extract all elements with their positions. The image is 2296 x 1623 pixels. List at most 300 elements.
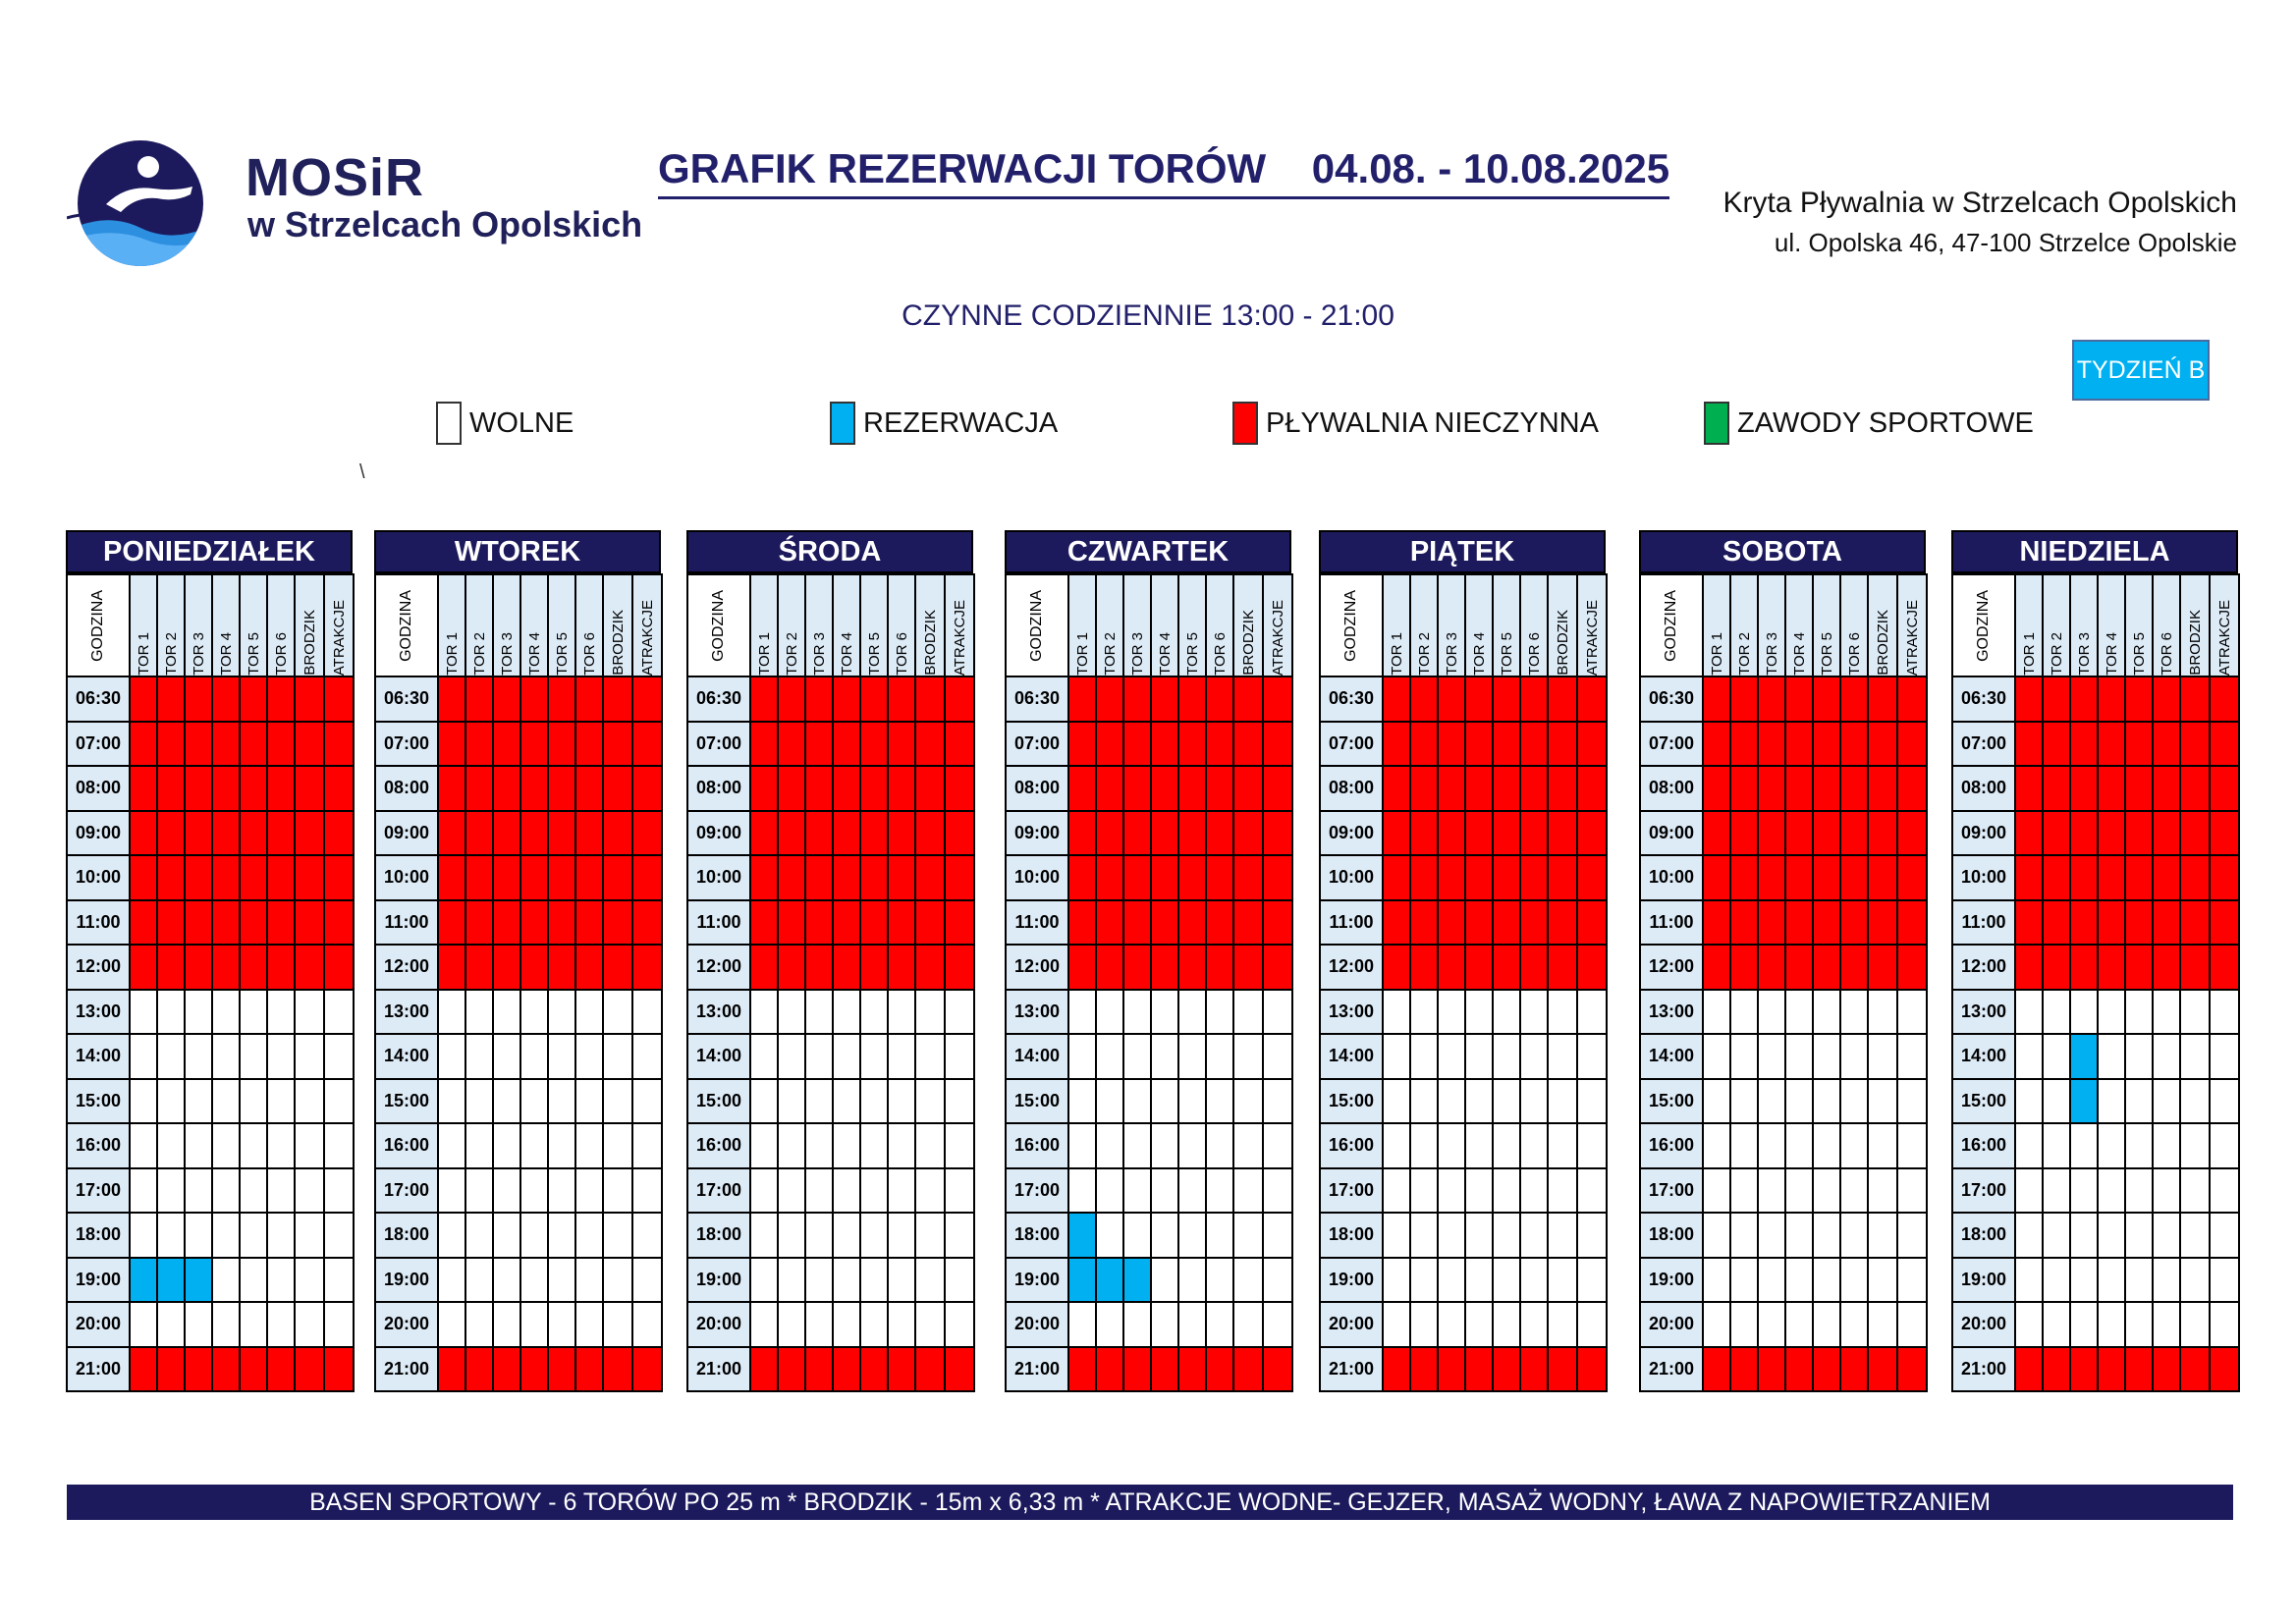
lane-slot[interactable] [2098,990,2125,1035]
lane-slot[interactable] [1840,1213,1868,1258]
lane-slot[interactable] [212,1258,240,1303]
lane-slot[interactable] [1813,722,1840,767]
lane-slot[interactable] [805,855,833,900]
lane-slot[interactable] [2015,945,2043,990]
lane-slot[interactable] [1730,900,1758,946]
lane-slot[interactable] [2125,766,2153,811]
lane-slot[interactable] [520,811,548,856]
lane-slot[interactable] [860,1347,888,1392]
lane-slot[interactable] [778,1213,805,1258]
lane-slot[interactable] [267,1079,295,1124]
lane-slot[interactable] [1206,1302,1233,1347]
lane-slot[interactable] [603,1302,632,1347]
lane-slot[interactable] [1493,1123,1520,1168]
lane-slot[interactable] [1730,1213,1758,1258]
lane-slot[interactable] [1233,676,1263,722]
lane-slot[interactable] [2070,1347,2098,1392]
lane-slot[interactable] [1730,722,1758,767]
lane-slot[interactable] [1151,766,1178,811]
lane-slot[interactable] [157,900,185,946]
lane-slot[interactable] [324,990,354,1035]
lane-slot[interactable] [185,1034,212,1079]
lane-slot[interactable] [212,1168,240,1214]
lane-slot[interactable] [1897,1168,1927,1214]
lane-slot[interactable] [603,766,632,811]
lane-slot[interactable] [1410,1123,1438,1168]
lane-slot[interactable] [1263,990,1292,1035]
lane-slot[interactable] [1758,676,1785,722]
lane-slot[interactable] [945,811,974,856]
lane-slot[interactable] [1785,855,1813,900]
lane-slot[interactable] [1840,722,1868,767]
lane-slot[interactable] [2125,945,2153,990]
lane-slot[interactable] [1897,945,1927,990]
lane-slot[interactable] [945,855,974,900]
lane-slot[interactable] [1151,722,1178,767]
lane-slot[interactable] [1577,1168,1607,1214]
lane-slot[interactable] [1263,766,1292,811]
lane-slot[interactable] [575,1213,603,1258]
lane-slot[interactable] [1096,990,1123,1035]
lane-slot[interactable] [2153,811,2180,856]
lane-slot[interactable] [945,1034,974,1079]
lane-slot[interactable] [1465,1123,1493,1168]
lane-slot[interactable] [295,811,324,856]
lane-slot[interactable] [267,945,295,990]
lane-slot[interactable] [157,676,185,722]
lane-slot[interactable] [1096,1213,1123,1258]
lane-slot[interactable] [212,855,240,900]
lane-slot[interactable] [2015,766,2043,811]
lane-slot[interactable] [1233,1123,1263,1168]
lane-slot[interactable] [1548,676,1577,722]
lane-slot[interactable] [1868,990,1897,1035]
lane-slot[interactable] [1758,722,1785,767]
lane-slot[interactable] [1438,1347,1465,1392]
lane-slot[interactable] [295,1347,324,1392]
lane-slot[interactable] [575,990,603,1035]
lane-slot[interactable] [1897,1258,1927,1303]
lane-slot[interactable] [295,1213,324,1258]
lane-slot[interactable] [493,766,520,811]
lane-slot[interactable] [1465,676,1493,722]
lane-slot[interactable] [240,900,267,946]
lane-slot[interactable] [1785,900,1813,946]
lane-slot[interactable] [295,1302,324,1347]
lane-slot[interactable] [945,1168,974,1214]
lane-slot[interactable] [1263,1079,1292,1124]
lane-slot[interactable] [1410,1079,1438,1124]
lane-slot[interactable] [750,990,778,1035]
lane-slot[interactable] [2015,1302,2043,1347]
lane-slot[interactable] [1813,1034,1840,1079]
lane-slot[interactable] [520,1258,548,1303]
lane-slot[interactable] [1438,1079,1465,1124]
lane-slot[interactable] [1730,811,1758,856]
lane-slot[interactable] [603,990,632,1035]
lane-slot[interactable] [2180,1079,2210,1124]
lane-slot[interactable] [1068,1302,1096,1347]
lane-slot[interactable] [750,945,778,990]
lane-slot[interactable] [438,990,465,1035]
lane-slot[interactable] [185,1168,212,1214]
lane-slot[interactable] [632,900,662,946]
lane-slot[interactable] [438,1079,465,1124]
lane-slot[interactable] [915,1079,945,1124]
lane-slot[interactable] [324,676,354,722]
lane-slot[interactable] [2153,676,2180,722]
lane-slot[interactable] [130,1123,157,1168]
lane-slot[interactable] [548,1034,575,1079]
lane-slot[interactable] [1703,1302,1730,1347]
lane-slot[interactable] [1068,1168,1096,1214]
lane-slot[interactable] [1465,855,1493,900]
lane-slot[interactable] [1703,1034,1730,1079]
lane-slot[interactable] [2153,990,2180,1035]
lane-slot[interactable] [1493,900,1520,946]
lane-slot[interactable] [1897,855,1927,900]
lane-slot[interactable] [750,900,778,946]
lane-slot[interactable] [1493,1034,1520,1079]
lane-slot[interactable] [1383,900,1410,946]
lane-slot[interactable] [324,1034,354,1079]
lane-slot[interactable] [1730,766,1758,811]
lane-slot[interactable] [2210,1258,2239,1303]
lane-slot[interactable] [805,945,833,990]
lane-slot[interactable] [2210,766,2239,811]
lane-slot[interactable] [603,811,632,856]
lane-slot[interactable] [548,1258,575,1303]
lane-slot[interactable] [465,945,493,990]
lane-slot[interactable] [1383,1302,1410,1347]
lane-slot[interactable] [324,1258,354,1303]
lane-slot[interactable] [945,1258,974,1303]
lane-slot[interactable] [603,722,632,767]
lane-slot[interactable] [185,900,212,946]
lane-slot[interactable] [2098,1168,2125,1214]
lane-slot[interactable] [1577,1213,1607,1258]
lane-slot[interactable] [632,1123,662,1168]
lane-slot[interactable] [295,855,324,900]
lane-slot[interactable] [1123,722,1151,767]
lane-slot[interactable] [1703,766,1730,811]
lane-slot[interactable] [1123,1347,1151,1392]
lane-slot[interactable] [2210,1302,2239,1347]
lane-slot[interactable] [157,1168,185,1214]
lane-slot[interactable] [1520,1258,1548,1303]
lane-slot[interactable] [212,990,240,1035]
lane-slot[interactable] [548,1213,575,1258]
lane-slot[interactable] [2015,1079,2043,1124]
lane-slot[interactable] [1263,1213,1292,1258]
lane-slot[interactable] [1465,1168,1493,1214]
lane-slot[interactable] [1813,990,1840,1035]
lane-slot[interactable] [185,1258,212,1303]
lane-slot[interactable] [1577,1347,1607,1392]
lane-slot[interactable] [1233,1034,1263,1079]
lane-slot[interactable] [2125,722,2153,767]
lane-slot[interactable] [1465,900,1493,946]
lane-slot[interactable] [1068,1079,1096,1124]
lane-slot[interactable] [1151,1079,1178,1124]
lane-slot[interactable] [750,1123,778,1168]
lane-slot[interactable] [1438,900,1465,946]
lane-slot[interactable] [157,855,185,900]
lane-slot[interactable] [1151,900,1178,946]
lane-slot[interactable] [1897,900,1927,946]
lane-slot[interactable] [548,722,575,767]
lane-slot[interactable] [575,900,603,946]
lane-slot[interactable] [833,1258,860,1303]
lane-slot[interactable] [130,1079,157,1124]
lane-slot[interactable] [1178,990,1206,1035]
lane-slot[interactable] [1123,945,1151,990]
lane-slot[interactable] [1577,1302,1607,1347]
lane-slot[interactable] [2125,811,2153,856]
lane-slot[interactable] [465,1123,493,1168]
lane-slot[interactable] [2210,811,2239,856]
lane-slot[interactable] [575,1123,603,1168]
lane-slot[interactable] [1410,1213,1438,1258]
lane-slot[interactable] [1123,900,1151,946]
lane-slot[interactable] [130,1258,157,1303]
lane-slot[interactable] [888,676,915,722]
lane-slot[interactable] [438,1034,465,1079]
lane-slot[interactable] [2070,766,2098,811]
lane-slot[interactable] [805,1347,833,1392]
lane-slot[interactable] [1123,1213,1151,1258]
lane-slot[interactable] [2098,945,2125,990]
lane-slot[interactable] [493,1213,520,1258]
lane-slot[interactable] [1577,945,1607,990]
lane-slot[interactable] [805,1123,833,1168]
lane-slot[interactable] [2070,945,2098,990]
lane-slot[interactable] [240,811,267,856]
lane-slot[interactable] [575,1034,603,1079]
lane-slot[interactable] [1548,1302,1577,1347]
lane-slot[interactable] [888,1168,915,1214]
lane-slot[interactable] [860,722,888,767]
lane-slot[interactable] [157,811,185,856]
lane-slot[interactable] [1577,1258,1607,1303]
lane-slot[interactable] [1785,1213,1813,1258]
lane-slot[interactable] [1785,945,1813,990]
lane-slot[interactable] [1206,722,1233,767]
lane-slot[interactable] [240,1347,267,1392]
lane-slot[interactable] [575,676,603,722]
lane-slot[interactable] [1383,990,1410,1035]
lane-slot[interactable] [548,990,575,1035]
lane-slot[interactable] [1758,945,1785,990]
lane-slot[interactable] [212,1302,240,1347]
lane-slot[interactable] [2125,1123,2153,1168]
lane-slot[interactable] [945,1123,974,1168]
lane-slot[interactable] [1868,1258,1897,1303]
lane-slot[interactable] [2043,722,2070,767]
lane-slot[interactable] [240,1168,267,1214]
lane-slot[interactable] [1410,945,1438,990]
lane-slot[interactable] [2098,1302,2125,1347]
lane-slot[interactable] [465,1168,493,1214]
lane-slot[interactable] [130,676,157,722]
lane-slot[interactable] [1233,1079,1263,1124]
lane-slot[interactable] [1730,1258,1758,1303]
lane-slot[interactable] [267,1123,295,1168]
lane-slot[interactable] [1520,1034,1548,1079]
lane-slot[interactable] [2153,1168,2180,1214]
lane-slot[interactable] [945,766,974,811]
lane-slot[interactable] [520,900,548,946]
lane-slot[interactable] [1263,945,1292,990]
lane-slot[interactable] [1233,1302,1263,1347]
lane-slot[interactable] [1151,1213,1178,1258]
lane-slot[interactable] [1123,855,1151,900]
lane-slot[interactable] [1438,1213,1465,1258]
lane-slot[interactable] [632,722,662,767]
lane-slot[interactable] [1840,811,1868,856]
lane-slot[interactable] [1206,1213,1233,1258]
lane-slot[interactable] [1813,900,1840,946]
lane-slot[interactable] [915,1258,945,1303]
lane-slot[interactable] [465,766,493,811]
lane-slot[interactable] [888,722,915,767]
lane-slot[interactable] [1151,1258,1178,1303]
lane-slot[interactable] [1123,811,1151,856]
lane-slot[interactable] [1206,945,1233,990]
lane-slot[interactable] [2098,722,2125,767]
lane-slot[interactable] [575,1258,603,1303]
lane-slot[interactable] [1520,1213,1548,1258]
lane-slot[interactable] [438,1213,465,1258]
lane-slot[interactable] [1868,1079,1897,1124]
lane-slot[interactable] [1096,945,1123,990]
lane-slot[interactable] [750,722,778,767]
lane-slot[interactable] [438,1347,465,1392]
lane-slot[interactable] [915,722,945,767]
lane-slot[interactable] [2043,1347,2070,1392]
lane-slot[interactable] [2153,945,2180,990]
lane-slot[interactable] [1840,855,1868,900]
lane-slot[interactable] [1868,811,1897,856]
lane-slot[interactable] [2070,1123,2098,1168]
lane-slot[interactable] [2180,855,2210,900]
lane-slot[interactable] [805,1213,833,1258]
lane-slot[interactable] [1068,1123,1096,1168]
lane-slot[interactable] [833,766,860,811]
lane-slot[interactable] [860,900,888,946]
lane-slot[interactable] [1548,990,1577,1035]
lane-slot[interactable] [1520,900,1548,946]
lane-slot[interactable] [2098,900,2125,946]
lane-slot[interactable] [465,1347,493,1392]
lane-slot[interactable] [2015,722,2043,767]
lane-slot[interactable] [778,1123,805,1168]
lane-slot[interactable] [1383,1258,1410,1303]
lane-slot[interactable] [520,990,548,1035]
lane-slot[interactable] [2210,945,2239,990]
lane-slot[interactable] [575,1347,603,1392]
lane-slot[interactable] [888,1347,915,1392]
lane-slot[interactable] [1758,855,1785,900]
lane-slot[interactable] [915,766,945,811]
lane-slot[interactable] [1206,676,1233,722]
lane-slot[interactable] [267,766,295,811]
lane-slot[interactable] [833,722,860,767]
lane-slot[interactable] [1465,1213,1493,1258]
lane-slot[interactable] [860,1123,888,1168]
lane-slot[interactable] [1703,722,1730,767]
lane-slot[interactable] [438,1123,465,1168]
lane-slot[interactable] [1206,1258,1233,1303]
lane-slot[interactable] [130,1034,157,1079]
lane-slot[interactable] [778,1034,805,1079]
lane-slot[interactable] [465,990,493,1035]
lane-slot[interactable] [2153,722,2180,767]
lane-slot[interactable] [1068,855,1096,900]
lane-slot[interactable] [1233,1168,1263,1214]
lane-slot[interactable] [1730,1079,1758,1124]
lane-slot[interactable] [295,1079,324,1124]
lane-slot[interactable] [2015,811,2043,856]
lane-slot[interactable] [1493,1258,1520,1303]
lane-slot[interactable] [1151,676,1178,722]
lane-slot[interactable] [1410,855,1438,900]
lane-slot[interactable] [2180,1168,2210,1214]
lane-slot[interactable] [1868,945,1897,990]
lane-slot[interactable] [2098,1123,2125,1168]
lane-slot[interactable] [1410,1168,1438,1214]
lane-slot[interactable] [888,1079,915,1124]
lane-slot[interactable] [295,1123,324,1168]
lane-slot[interactable] [2153,1302,2180,1347]
lane-slot[interactable] [1383,1079,1410,1124]
lane-slot[interactable] [1840,676,1868,722]
lane-slot[interactable] [1703,855,1730,900]
lane-slot[interactable] [778,1168,805,1214]
lane-slot[interactable] [1233,1347,1263,1392]
lane-slot[interactable] [1096,676,1123,722]
lane-slot[interactable] [267,1168,295,1214]
lane-slot[interactable] [1785,990,1813,1035]
lane-slot[interactable] [1465,811,1493,856]
lane-slot[interactable] [632,945,662,990]
lane-slot[interactable] [1178,1258,1206,1303]
lane-slot[interactable] [1383,945,1410,990]
lane-slot[interactable] [1868,1168,1897,1214]
lane-slot[interactable] [1548,1123,1577,1168]
lane-slot[interactable] [520,1347,548,1392]
lane-slot[interactable] [295,722,324,767]
lane-slot[interactable] [945,1347,974,1392]
lane-slot[interactable] [915,945,945,990]
lane-slot[interactable] [2043,900,2070,946]
lane-slot[interactable] [1493,1302,1520,1347]
lane-slot[interactable] [548,811,575,856]
lane-slot[interactable] [1897,1123,1927,1168]
lane-slot[interactable] [1548,855,1577,900]
lane-slot[interactable] [1151,855,1178,900]
lane-slot[interactable] [1493,722,1520,767]
lane-slot[interactable] [1096,722,1123,767]
lane-slot[interactable] [1206,1123,1233,1168]
lane-slot[interactable] [1206,1079,1233,1124]
lane-slot[interactable] [805,1168,833,1214]
lane-slot[interactable] [1730,990,1758,1035]
lane-slot[interactable] [1868,1302,1897,1347]
lane-slot[interactable] [1813,1079,1840,1124]
lane-slot[interactable] [1178,1302,1206,1347]
lane-slot[interactable] [2070,990,2098,1035]
